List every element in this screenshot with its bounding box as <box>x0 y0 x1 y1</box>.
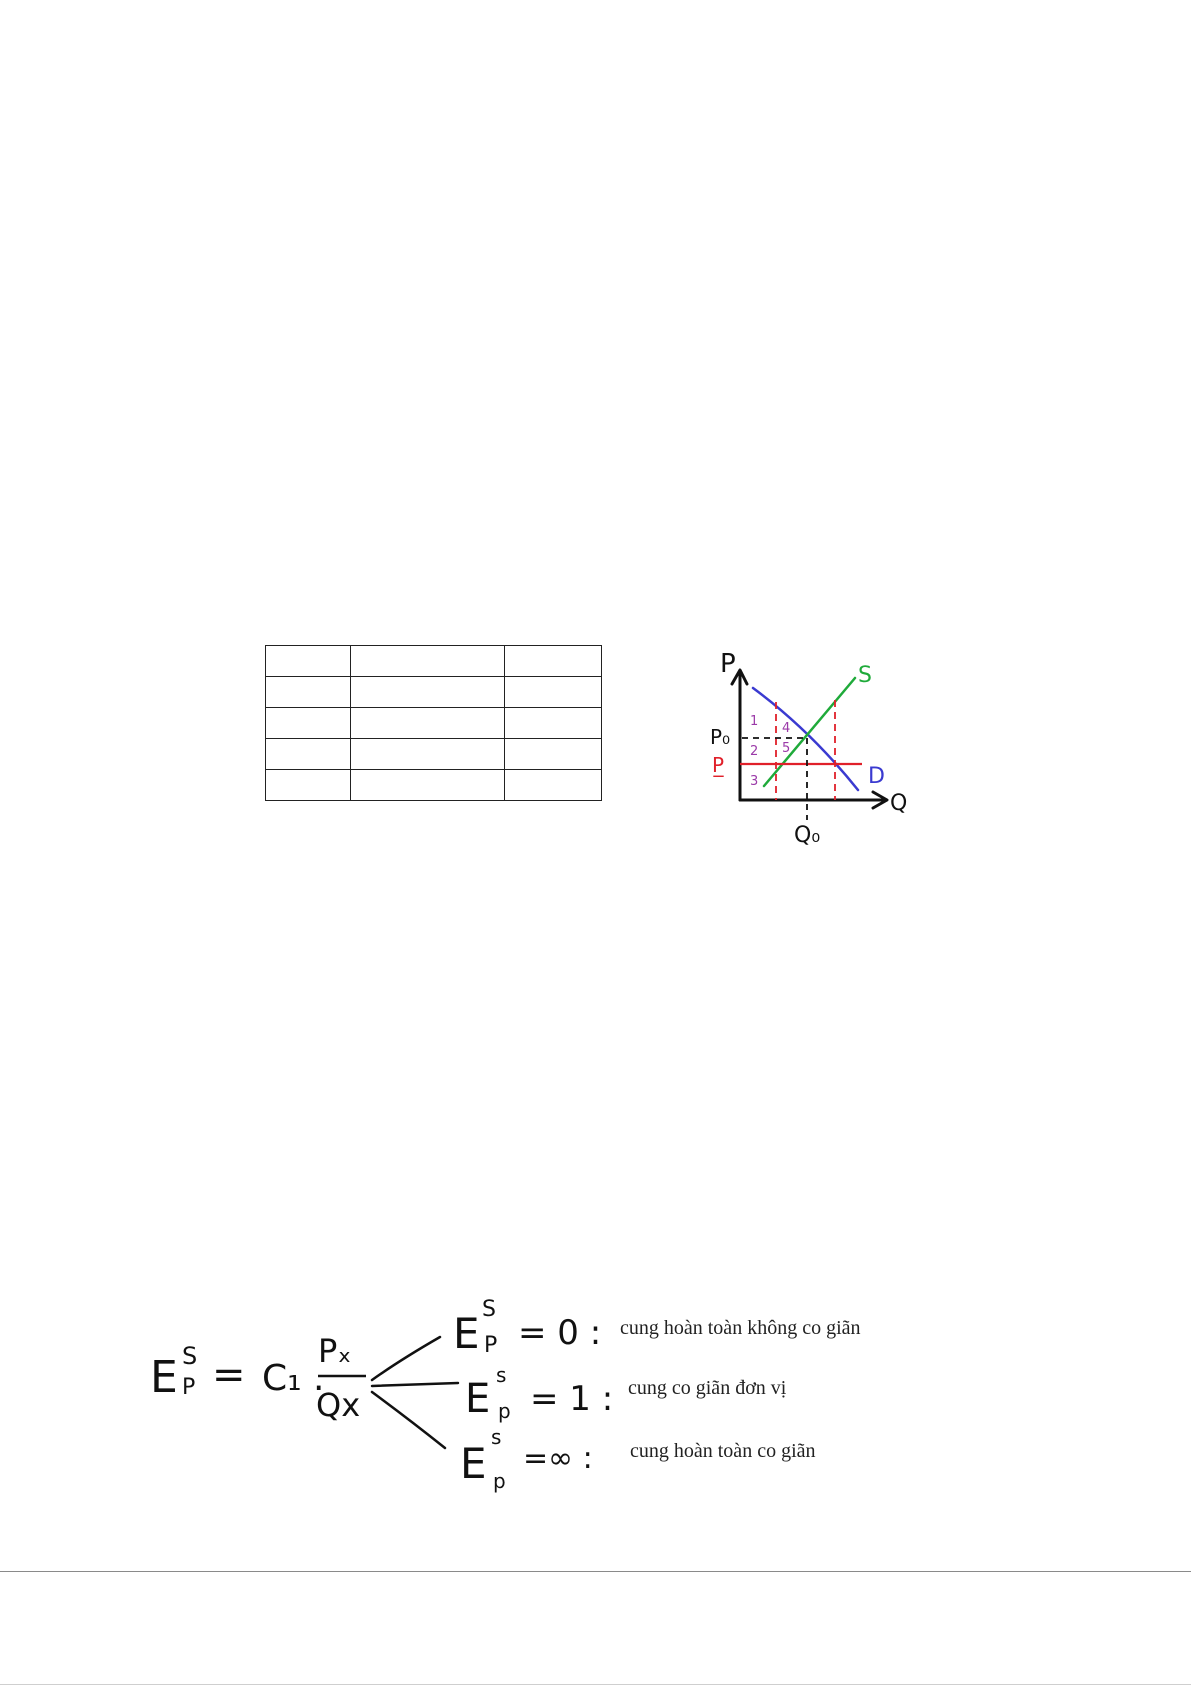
formula-lhs-sup: S <box>182 1342 198 1370</box>
axis-label-p: P <box>720 649 736 679</box>
table-cell <box>351 770 505 801</box>
footer-divider <box>0 1571 1191 1572</box>
branch-line-top <box>372 1337 440 1380</box>
supply-demand-sketch <box>690 650 940 850</box>
empty-table <box>265 645 602 801</box>
elasticity-case <box>455 1420 625 1502</box>
table-cell <box>266 677 351 708</box>
case-rhs: = 1 : <box>530 1379 614 1419</box>
y-axis <box>732 670 747 800</box>
table-cell <box>505 739 602 770</box>
price-ceiling-label: P̲ <box>712 753 725 777</box>
formula-lhs-sub: P <box>182 1375 196 1400</box>
table-cell <box>351 739 505 770</box>
case-sub: p <box>493 1469 506 1493</box>
demand-label: D <box>868 764 885 789</box>
table-row <box>266 739 602 770</box>
case-lhs: E <box>453 1309 480 1358</box>
table-cell <box>351 708 505 739</box>
case-lhs: E <box>465 1376 491 1422</box>
table-row <box>266 770 602 801</box>
table-row <box>266 708 602 739</box>
branch-line-bottom <box>372 1392 445 1448</box>
branch-line-middle <box>372 1383 458 1386</box>
case-caption: cung hoàn toàn co giãn <box>630 1440 816 1462</box>
region-label: 4 <box>782 721 791 736</box>
case-caption: cung hoàn toàn không co giãn <box>620 1317 861 1339</box>
fraction-numerator: Pₓ <box>318 1332 352 1370</box>
quantity-eq-label: Q₀ <box>794 823 821 848</box>
case-sub: p <box>498 1399 511 1423</box>
region-label: 5 <box>782 741 791 756</box>
formula-coef: C₁ . <box>262 1358 325 1399</box>
table-cell <box>266 739 351 770</box>
region-label: 1 <box>750 714 759 729</box>
formula-equals: = <box>212 1352 246 1398</box>
case-sup: s <box>496 1363 507 1387</box>
region-label: 3 <box>750 774 759 789</box>
case-caption: cung co giãn đơn vị <box>628 1377 787 1399</box>
table-cell <box>266 770 351 801</box>
region-label: 2 <box>750 744 759 759</box>
table-cell <box>351 677 505 708</box>
table-cell <box>505 770 602 801</box>
price-eq-label: P₀ <box>710 725 731 749</box>
case-sup: S <box>482 1297 496 1322</box>
case-sub: P <box>484 1333 498 1358</box>
case-sup: s <box>491 1425 502 1449</box>
supply-label: S <box>858 663 872 688</box>
table-row <box>266 646 602 677</box>
case-lhs: E <box>460 1439 487 1488</box>
demand-curve <box>753 688 858 790</box>
formula-lhs: E <box>150 1352 178 1403</box>
x-axis <box>740 792 887 808</box>
case-rhs: = 0 : <box>518 1313 602 1353</box>
case-rhs: =∞ : <box>523 1441 593 1476</box>
axis-label-q: Q <box>890 791 908 816</box>
table-cell <box>505 708 602 739</box>
table-cell <box>505 677 602 708</box>
table-cell <box>351 646 505 677</box>
table-cell <box>505 646 602 677</box>
fraction-denominator: Qx <box>316 1386 361 1424</box>
table-row <box>266 677 602 708</box>
table-cell <box>266 646 351 677</box>
table-cell <box>266 708 351 739</box>
